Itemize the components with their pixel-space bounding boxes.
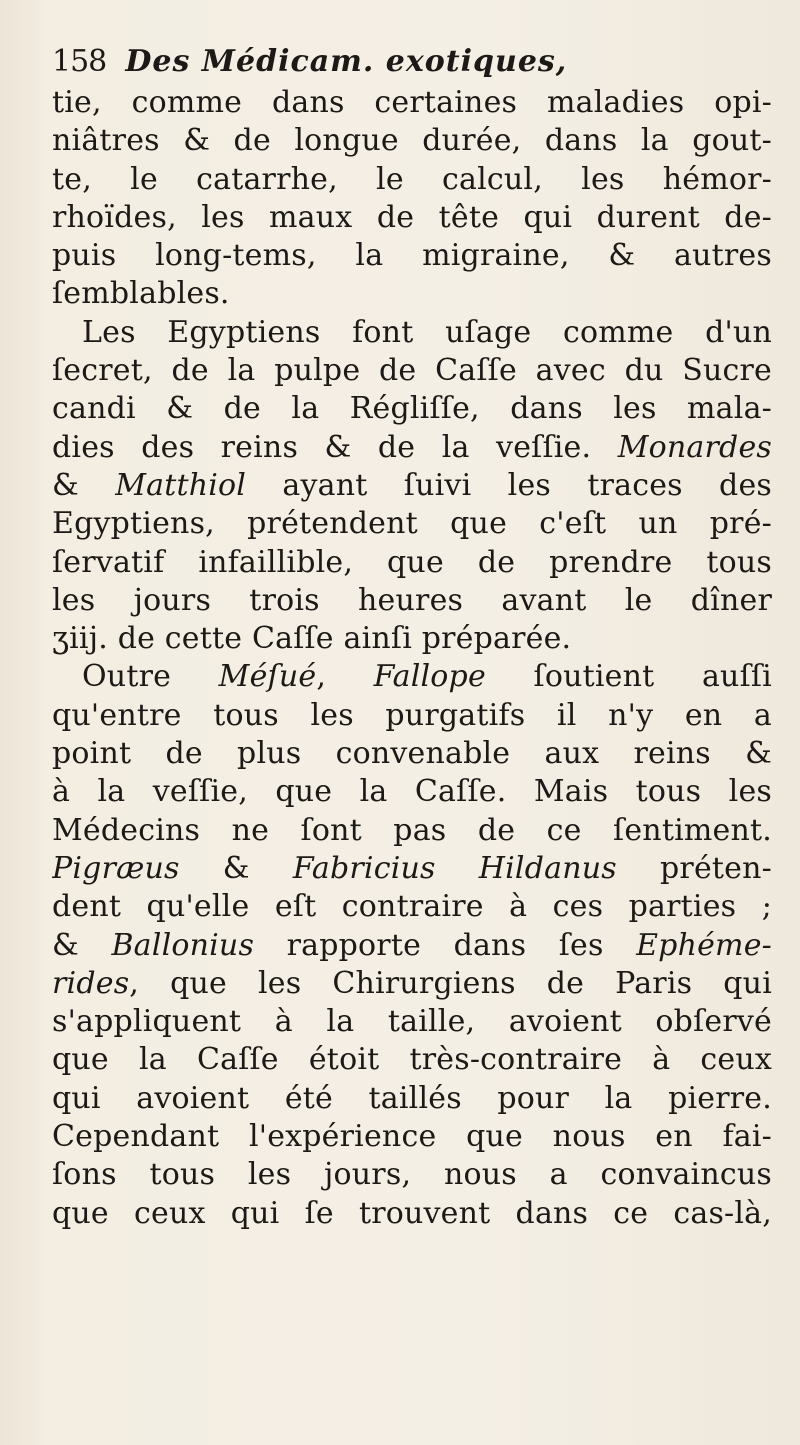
- text-line: [52, 1118, 772, 1156]
- text-segment: niâtres & de longue durée, dans la gout-: [52, 123, 772, 159]
- text-line: [52, 812, 772, 850]
- text-line: [52, 1003, 772, 1041]
- text-segment: ſons tous les jours, nous a convaincus: [52, 1157, 772, 1193]
- body-text: [52, 84, 772, 1233]
- text-line: [52, 390, 772, 428]
- text-segment: point de plus convenable aux reins &: [52, 736, 772, 772]
- text-segment: qui avoient été taillés pour la pierre.: [52, 1080, 772, 1116]
- text-segment: tie, comme dans certaines maladies opi-: [52, 85, 772, 120]
- text-segment: puis long-tems, la migraine, & autres: [52, 238, 772, 274]
- text-segment: &: [52, 927, 112, 963]
- text-segment: dent qu'elle eſt contraire à ces parties ;: [52, 889, 772, 925]
- text-segment: à la veſſie, que la Caſſe. Mais tous les: [52, 774, 772, 810]
- italic-name: Matthiol: [115, 467, 247, 503]
- text-segment: Médecins ne ſont pas de ce ſentiment.: [52, 812, 772, 848]
- text-segment: que ceux qui ſe trouvent dans ce cas-là,: [52, 1195, 772, 1231]
- text-line: [52, 697, 772, 735]
- text-segment: préten-: [616, 850, 772, 886]
- text-segment: Egyptiens, prétendent que c'eſt un pré-: [52, 506, 772, 542]
- italic-name: Monardes: [617, 429, 772, 465]
- text-segment: ſervatif infaillible, que de prendre tous: [52, 544, 772, 580]
- page-number: 158: [52, 44, 107, 79]
- italic-name: Méſué: [218, 659, 317, 695]
- text-line: [52, 467, 772, 505]
- text-line: [52, 275, 772, 313]
- text-segment: qu'entre tous les purgatifs il n'y en a: [52, 697, 772, 733]
- text-line: [52, 1080, 772, 1118]
- text-line: [52, 965, 772, 1003]
- text-segment: rapporte dans ſes: [254, 927, 637, 963]
- text-segment: rhoïdes, les maux de tête qui durent de-: [52, 199, 772, 235]
- italic-name: Fabricius Hildanus: [292, 850, 617, 886]
- text-segment: ayant ſuivi les traces des: [246, 467, 772, 503]
- text-line: [52, 1041, 772, 1079]
- text-line: [52, 773, 772, 811]
- text-segment: que la Caſſe étoit très-contraire à ceux: [52, 1042, 772, 1078]
- text-line: [52, 582, 772, 620]
- italic-name: Ballonius: [111, 927, 255, 963]
- text-segment: candi & de la Régliſſe, dans les mala-: [52, 391, 772, 427]
- text-segment: ,: [316, 659, 374, 695]
- running-title: Des Médicam. exotiques,: [125, 44, 568, 79]
- text-segment: &: [52, 467, 116, 503]
- text-line: [52, 1156, 772, 1194]
- text-segment: les jours trois heures avant le dîner: [52, 582, 772, 618]
- text-segment: &: [179, 850, 293, 886]
- text-line: [52, 314, 772, 352]
- text-line: [52, 199, 772, 237]
- text-segment: ʒiij. de cette Caſſe ainſi préparée.: [52, 621, 572, 657]
- text-line: [52, 122, 772, 160]
- text-line: [52, 888, 772, 926]
- italic-name: Fallope: [373, 659, 486, 695]
- text-line: [52, 505, 772, 543]
- text-line: [52, 927, 772, 965]
- text-line: [52, 735, 772, 773]
- text-segment: ſecret, de la pulpe de Caſſe avec du Sucre: [52, 353, 772, 389]
- text-line: [52, 161, 772, 199]
- italic-name: Ephéme-: [636, 927, 772, 963]
- text-line: [52, 1195, 772, 1233]
- text-line: [52, 544, 772, 582]
- text-segment: , que les Chirurgiens de Paris qui: [129, 965, 772, 1001]
- text-line: [52, 84, 772, 122]
- text-segment: dies des reins & de la veſſie.: [52, 429, 618, 465]
- text-line: [52, 352, 772, 390]
- text-segment: Les Egyptiens font uſage comme d'un: [82, 314, 772, 350]
- text-line: [52, 237, 772, 275]
- italic-name: Pigræus: [52, 850, 180, 886]
- text-line: [52, 429, 772, 467]
- text-line: [52, 620, 772, 658]
- text-line: [52, 658, 772, 696]
- text-segment: Cependant l'expérience que nous en fai-: [52, 1119, 772, 1155]
- text-segment: ſoutient auſſi: [485, 659, 772, 695]
- text-segment: ſemblables.: [52, 276, 230, 312]
- text-segment: te, le catarrhe, le calcul, les hémor-: [52, 161, 772, 197]
- text-segment: s'appliquent à la taille, avoient obſervé: [52, 1004, 772, 1040]
- text-segment: Outre: [82, 659, 219, 695]
- italic-name: rides: [52, 965, 130, 1001]
- text-line: [52, 850, 772, 888]
